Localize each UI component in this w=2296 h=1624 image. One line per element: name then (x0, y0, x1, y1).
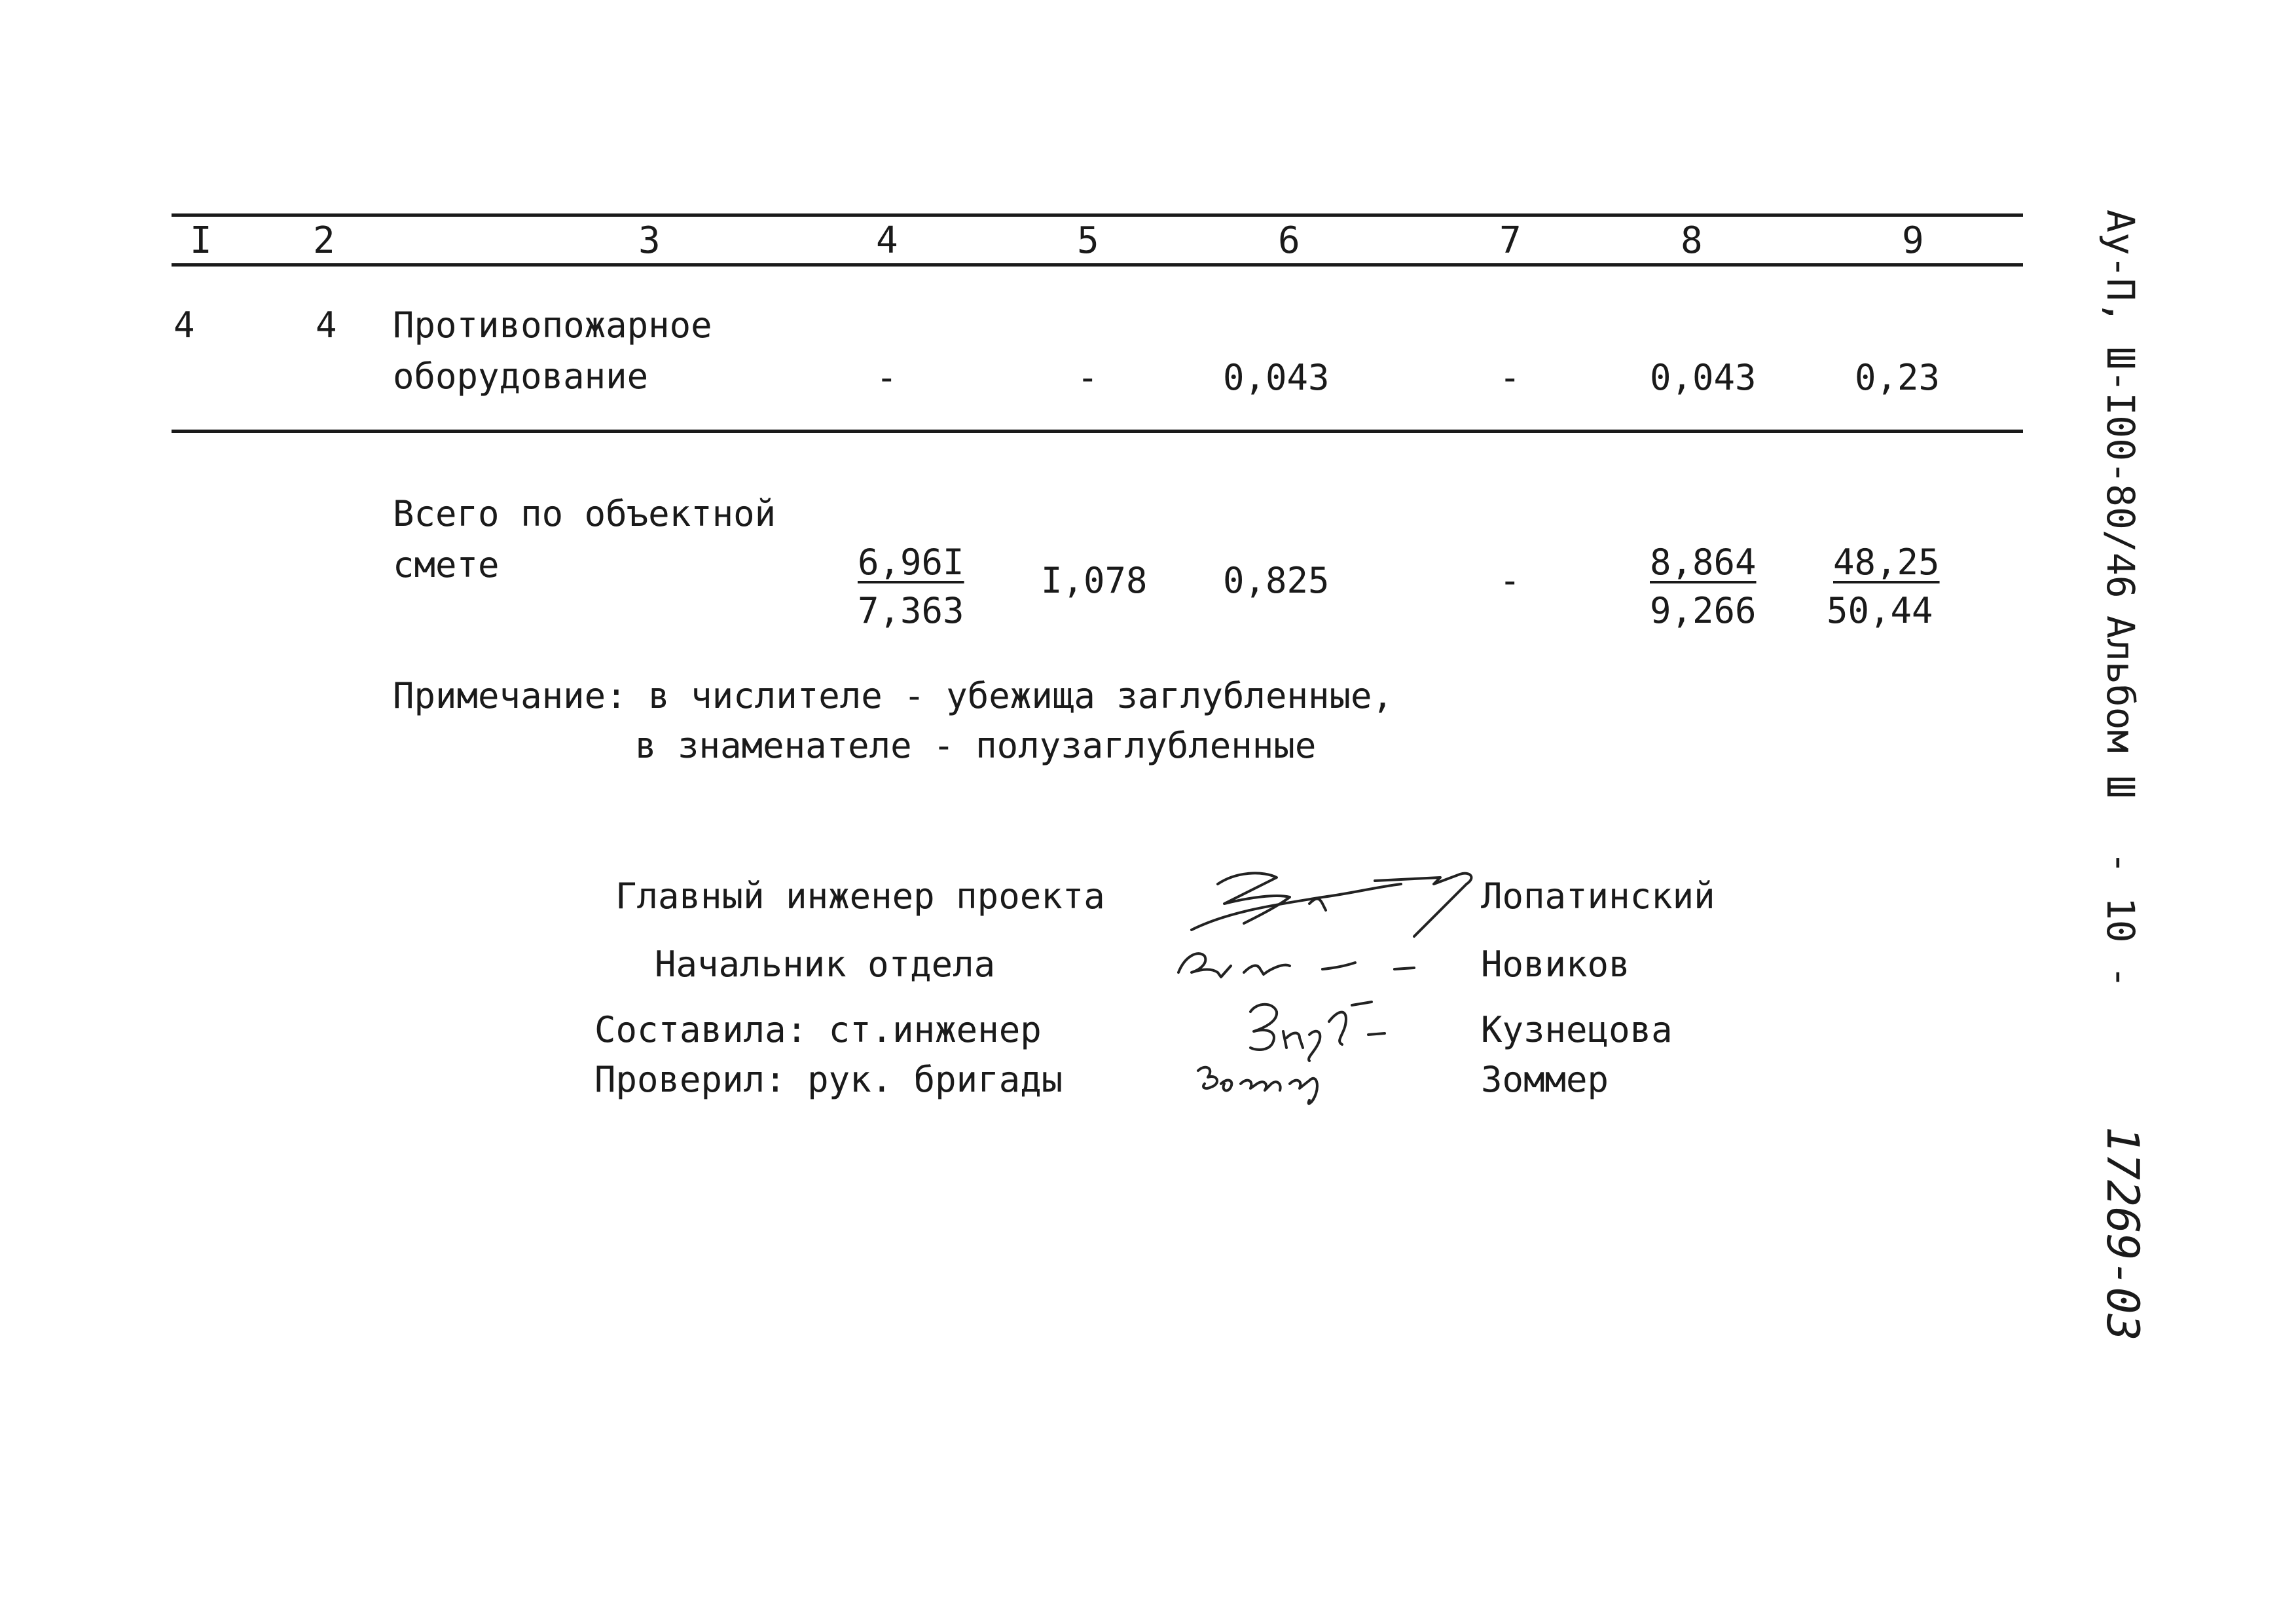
row-col9: 0,23 (1855, 357, 1941, 398)
total-col5: I,078 (1041, 560, 1148, 601)
row-name-line1: Противопожарное (393, 304, 712, 346)
signature-name-chief-engineer: Лопатинский (1481, 876, 1715, 917)
col-header-9: 9 (1902, 219, 1924, 262)
row-col4: - (876, 357, 898, 398)
side-page-number: - 10 - (2098, 851, 2143, 989)
signature-name-compiled-by: Кузнецова (1481, 1009, 1673, 1050)
col-header-7: 7 (1499, 219, 1522, 262)
side-album: Альбом Ш (2098, 616, 2143, 799)
total-col4-numerator: 6,96I (858, 542, 964, 583)
total-col8-numerator: 8,864 (1650, 542, 1757, 583)
col-header-5: 5 (1077, 219, 1099, 262)
total-col9-denominator: 50,44 (1827, 590, 1933, 631)
side-reference: Ау-П, Ш-I00-80/46 (2098, 210, 2143, 599)
table-top-rule (172, 213, 2023, 217)
total-col4-denominator: 7,363 (858, 590, 964, 631)
total-col6: 0,825 (1223, 560, 1330, 601)
col-header-4: 4 (876, 219, 898, 262)
row-col7: - (1499, 357, 1521, 398)
col-header-3: 3 (638, 219, 661, 262)
table-header-rule (172, 263, 2023, 267)
col-header-1: I (190, 219, 212, 262)
signature-role-checked-by: Проверил: рук. бригады (594, 1059, 1063, 1100)
total-col7: - (1499, 560, 1521, 601)
handwritten-signature-department-head (1172, 936, 1421, 991)
signature-role-chief-engineer: Главный инженер проекта (615, 876, 1105, 917)
note-line1: Примечание: в числителе - убежища заглубленные, (393, 675, 1394, 716)
col-header-2: 2 (313, 219, 335, 262)
handwritten-signature-checked-by (1192, 1054, 1349, 1116)
total-col8-denominator: 9,266 (1650, 590, 1757, 631)
signature-name-department-head: Новиков (1481, 944, 1630, 985)
col-header-6: 6 (1278, 219, 1300, 262)
signature-role-compiled-by: Составила: ст.инженер (594, 1009, 1042, 1050)
total-label-line2: смете (393, 544, 500, 585)
note-line2: в знаменателе - полузаглубленные (635, 725, 1317, 766)
row-name-line2: оборудование (393, 356, 649, 397)
col-header-8: 8 (1681, 219, 1703, 262)
table-row-rule (172, 430, 2023, 433)
signature-name-checked-by: Зоммер (1481, 1059, 1609, 1100)
row-col8: 0,043 (1650, 357, 1757, 398)
row-col5: - (1077, 357, 1099, 398)
total-col9-numerator: 48,25 (1833, 542, 1940, 583)
row-col6: 0,043 (1223, 357, 1330, 398)
row-col1: 4 (173, 304, 195, 346)
row-col2: 4 (316, 304, 337, 346)
total-label-line1: Всего по объектной (393, 493, 776, 534)
side-document-code: 17269-03 (2096, 1126, 2148, 1341)
signature-role-department-head: Начальник отдела (655, 944, 996, 985)
